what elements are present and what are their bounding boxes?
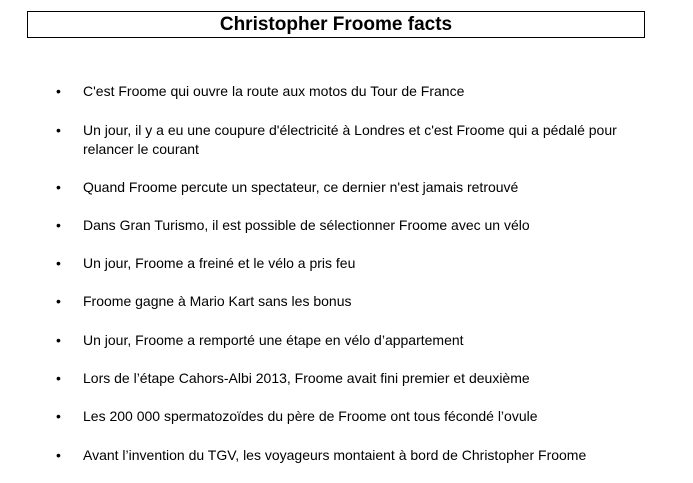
list-item xyxy=(56,82,636,101)
fact-text: Lors de l’étape Cahors-Albi 2013, Froome avait fini premier et deuxième xyxy=(83,370,530,386)
fact-text: Un jour, il y a eu une coupure d'électricité à Londres et c'est Froome qui a pédalé pour relancer le courant xyxy=(83,122,617,157)
bullet-icon: • xyxy=(56,83,61,99)
fact-text: Les 200 000 spermatozoïdes du père de Froome ont tous fécondé l’ovule xyxy=(83,408,538,424)
list-item xyxy=(56,292,636,311)
bullet-icon: • xyxy=(56,370,61,386)
bullet-icon: • xyxy=(56,293,61,309)
list-item xyxy=(56,216,636,235)
fact-text: Avant l’invention du TGV, les voyageurs montaient à bord de Christopher Froome xyxy=(83,447,587,463)
bullet-icon: • xyxy=(56,408,61,424)
bullet-icon: • xyxy=(56,332,61,348)
bullet-icon: • xyxy=(56,255,61,271)
bullet-icon: • xyxy=(56,447,61,463)
fact-text: Un jour, Froome a remporté une étape en vélo d’appartement xyxy=(83,332,464,348)
document-title: Christopher Froome facts xyxy=(219,14,453,35)
bullet-icon: • xyxy=(56,217,61,233)
fact-text: Un jour, Froome a freiné et le vélo a pris feu xyxy=(83,255,356,271)
bullet-icon: • xyxy=(56,122,61,138)
bullet-icon: • xyxy=(56,179,61,195)
fact-text: Quand Froome percute un spectateur, ce dernier n'est jamais retrouvé xyxy=(83,179,519,195)
list-item xyxy=(56,369,636,388)
list-item xyxy=(56,446,636,465)
list-item xyxy=(56,331,636,350)
list-item xyxy=(56,254,636,273)
fact-text: C'est Froome qui ouvre la route aux motos du Tour de France xyxy=(83,83,465,99)
fact-text: Froome gagne à Mario Kart sans les bonus xyxy=(83,293,352,309)
list-item xyxy=(56,121,636,159)
fact-text: Dans Gran Turismo, il est possible de sélectionner Froome avec un vélo xyxy=(83,217,530,233)
list-item xyxy=(56,178,636,197)
list-item xyxy=(56,407,636,426)
